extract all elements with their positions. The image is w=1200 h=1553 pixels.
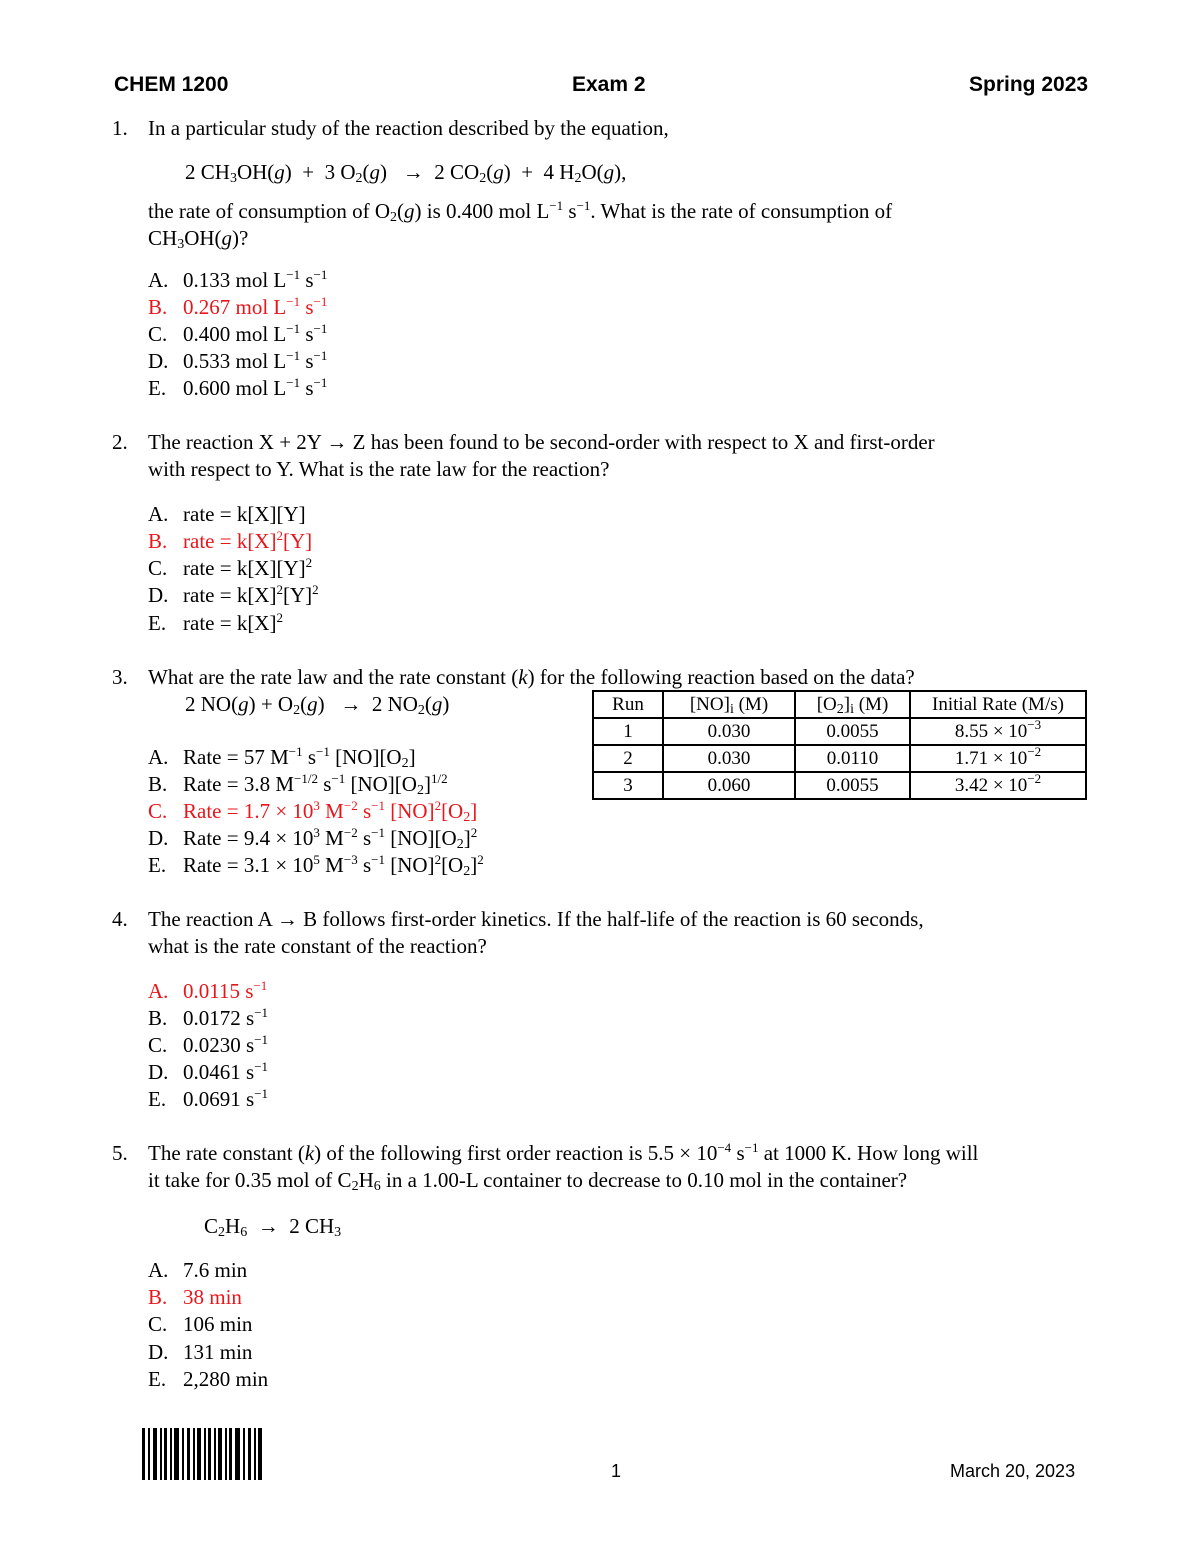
term-title: Spring 2023	[969, 73, 1089, 96]
q4-line1: The reaction A → B follows first-order kinetics. If the half-life of the reaction is 60 seconds,	[148, 907, 924, 931]
exam-title: Exam 2	[572, 73, 646, 96]
table-cell: 3	[593, 772, 663, 799]
q2-option-b: B. rate = $k[X]^2[Y]$	[148, 528, 313, 553]
q1-option-e: E. 0.600 mol $L^{-1}$ $s^{-1}$	[148, 375, 328, 400]
q2-line2: with respect to Y. What is the rate law for the reaction?	[148, 457, 610, 481]
q1-question: the rate of consumption of $O_2(g)$ is 0.400 mol $L^{-1}$ $s^{-1}$. What is the rate of consumption of	[148, 198, 893, 225]
q5-option-d: D. 131 min	[148, 1340, 253, 1364]
q1-option-d: D. 0.533 mol $L^{-1}$ $s^{-1}$	[148, 348, 328, 373]
q1-intro: In a particular study of the reaction described by the equation,	[148, 116, 669, 140]
q4-number: 4.	[112, 907, 128, 931]
q5-number: 5.	[112, 1141, 128, 1165]
q1-option-b: B. 0.267 mol $L^{-1}$ $s^{-1}$	[148, 294, 328, 319]
q3-option-d: D. Rate = $9.4 \times 10^3$ $M^{-2}$ $s^{-1}$ $[NO][O_2]^2$	[148, 825, 478, 852]
table-header: Initial Rate (M/s)	[910, 691, 1086, 718]
q3-option-a: A. Rate = 57 $M^{-1}$ $s^{-1}$ $[NO][O_2]$	[148, 744, 416, 771]
q3-option-e: E. Rate = $3.1 \times 10^5$ $M^{-3}$ $s^{-1}$ $[NO]^2[O_2]^2$	[148, 852, 484, 879]
q2-option-e: E. rate = $k[X]^2$	[148, 610, 283, 635]
page-number: 1	[611, 1461, 622, 1481]
q3-equation: 2 $NO(g) + O_2(g) \to 2$ $NO_2(g)$	[185, 692, 450, 718]
table-cell: 0.0110	[795, 745, 910, 772]
q1-option-a: A. 0.133 mol $L^{-1}$ $s^{-1}$	[148, 267, 328, 292]
rate-data-table	[592, 690, 1087, 800]
table-cell: 0.0055	[795, 772, 910, 799]
q2-line1: The reaction X + 2Y → Z has been found to be second-order with respect to X and first-order	[148, 430, 935, 454]
q4-line2: what is the rate constant of the reaction?	[148, 934, 487, 958]
q5-equation: $C_2H_6 \to 2$ $CH_3$	[204, 1214, 342, 1240]
q3-number: 3.	[112, 665, 128, 689]
table-header: $[O_2]_i$ (M)	[795, 691, 910, 718]
q3-option-b: B. Rate = 3.8 $M^{-1/2}$ $s^{-1}$ $[NO][O_2]^{1/2}$	[148, 771, 448, 798]
q5-line1: The rate constant (k) of the following first order reaction is $5.5 \times 10^{-4}$ $s^{-1}$ at 1000 K. How long will	[148, 1140, 979, 1165]
q4-option-b: B. 0.0172 $s^{-1}$	[148, 1005, 269, 1030]
q2-option-c: C. rate = $k[X][Y]^2$	[148, 555, 313, 580]
q4-option-d: D. 0.0461 $s^{-1}$	[148, 1059, 269, 1084]
table-cell: 0.0055	[795, 718, 910, 745]
q5-option-e: E. 2,280 min	[148, 1367, 269, 1391]
q5-line2: it take for 0.35 mol of $C_2H_6$ in a 1.00-L container to decrease to 0.10 mol in the container?	[148, 1168, 908, 1194]
q1-option-c: C. 0.400 mol $L^{-1}$ $s^{-1}$	[148, 321, 328, 346]
q5-option-b: B. 38 min	[148, 1285, 242, 1309]
q4-option-a: A. 0.0115 $s^{-1}$	[148, 978, 268, 1003]
q2-number: 2.	[112, 430, 128, 454]
footer-date: March 20, 2023	[950, 1461, 1076, 1481]
q3-intro: What are the rate law and the rate constant (k) for the following reaction based on the data?	[148, 665, 915, 689]
table-cell: $3.42 \times 10^{-2}$	[910, 772, 1086, 799]
table-row	[593, 745, 1086, 772]
table-header: Run	[593, 691, 663, 718]
q4-option-e: E. 0.0691 $s^{-1}$	[148, 1086, 269, 1111]
table-cell: 2	[593, 745, 663, 772]
q4-option-c: C. 0.0230 $s^{-1}$	[148, 1032, 269, 1057]
q5-option-a: A. 7.6 min	[148, 1258, 248, 1282]
table-cell: 0.030	[663, 718, 795, 745]
table-cell: 1	[593, 718, 663, 745]
table-row	[593, 718, 1086, 745]
q1-number: 1.	[112, 116, 128, 140]
course-title: CHEM 1200	[114, 73, 229, 96]
table-header-row	[593, 691, 1086, 718]
q1-equation: 2 $CH_3OH(g) + 3$ $O_2(g) \to 2$ $CO_2(g) + 4$ $H_2O(g)$,	[185, 160, 627, 186]
table-row	[593, 772, 1086, 799]
barcode-image	[142, 1428, 262, 1480]
table-cell: $1.71 \times 10^{-2}$	[910, 745, 1086, 772]
q3-option-c: C. Rate = $1.7 \times 10^3$ $M^{-2}$ $s^{-1}$ $[NO]^2[O_2]$	[148, 798, 478, 825]
table-cell: 0.030	[663, 745, 795, 772]
q2-option-d: D. rate = $k[X]^2[Y]^2$	[148, 582, 319, 607]
q2-option-a: A. rate = k[X][Y]	[148, 502, 306, 526]
table-cell: 0.060	[663, 772, 795, 799]
table-header: $[NO]_i$ (M)	[663, 691, 795, 718]
q5-option-c: C. 106 min	[148, 1312, 253, 1336]
table-cell: $8.55 \times 10^{-3}$	[910, 718, 1086, 745]
q1-question-line2: $CH_3OH(g)$?	[148, 226, 249, 252]
